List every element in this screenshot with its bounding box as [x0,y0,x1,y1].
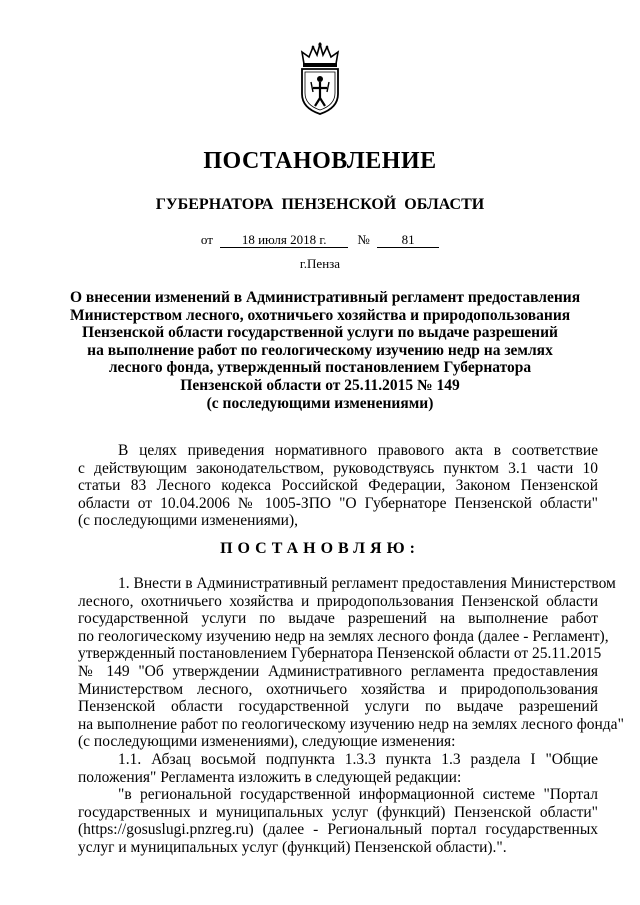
document-heading [70,289,581,412]
text-line: утвержденный постановлением Губернатора Пензенской области от 25.11.2015 [78,645,602,663]
document-title: ПОСТАНОВЛЕНИЕ [203,148,437,174]
date-number-line [0,232,640,248]
heading-line: (с последующими изменениями) [206,394,434,412]
text-line: (https://gosuslugi.pnzreg.ru) (далее - Региональный портал государственных [78,821,598,839]
heading-line: лесного фонда, утвержденный постановлением Губернатора [108,359,532,377]
text-line: государственной услуги по выдаче разрешений на выполнение работ [78,610,598,628]
heading-line: О внесении изменений в Административный регламент предоставления [70,289,581,306]
city: г.Пенза [299,256,341,271]
heading-line: Пензенской области от 25.11.2015 № 149 [180,376,460,394]
text-line: 1.1. Абзац восьмой подпункта 1.3.3 пункта 1.3 раздела I "Общие [118,750,598,768]
heading-line: Пензенской области государственной услуги по выдаче разрешений [82,324,558,342]
penza-coat-of-arms-icon [296,42,344,116]
text-line: на выполнение работ по геологическому изучению недр на землях лесного фонда" [78,715,624,733]
text-line: лесного, охотничьего хозяйства и природопользования Пензенской области [78,592,598,610]
decree-word: ПОСТАНОВЛЯЮ: [220,540,420,557]
section-1-paragraph [78,575,624,857]
text-line: области от 10.04.2006 № 1005-ЗПО "О Губернаторе Пензенской области" [78,494,598,512]
issuer-title: ГУБЕРНАТОРА ПЕНЗЕНСКОЙ ОБЛАСТИ [155,196,485,213]
text-line: положения" Регламента изложить в следующей редакции: [78,768,462,786]
text-line: (с последующими изменениями), [78,512,298,530]
text-line: Министерством лесного, охотничьего хозяйства и природопользования [78,680,598,698]
text-line: 1. Внести в Административный регламент предоставления Министерством [118,575,616,592]
text-line: государственных и муниципальных услуг (функций) Пензенской области" [78,803,598,821]
text-line: по геологическому изучению недр на землях лесного фонда (далее - Регламент), [78,627,609,645]
date-prefix: от [200,232,213,247]
text-line: услуг и муниципальных услуг (функций) Пензенской области).". [78,838,507,856]
text-line: статьи 83 Лесного кодекса Российской Федерации, Законом Пензенской [78,477,598,495]
text-line: "в региональной государственной информационной системе "Портал [118,786,598,804]
document-number: 81 [377,233,439,248]
heading-line: на выполнение работ по геологическому изучению недр на землях [87,341,553,359]
document-date: 18 июля 2018 г. [220,233,348,248]
text-line: Пензенской области государственной услуги по выдаче разрешений [78,698,598,716]
heading-line: Министерством лесного, охотничьего хозяйства и природопользования [70,306,571,324]
text-line: с действующим законодательством, руководствуясь пунктом 3.1 части 10 [78,459,598,477]
text-line: В целях приведения нормативного правового акта в соответствие [118,442,598,459]
preamble-paragraph [78,442,598,530]
text-line: (с последующими изменениями), следующие изменения: [78,733,456,751]
number-prefix: № [357,232,370,247]
text-line: № 149 "Об утверждении Административного регламента предоставления [78,662,598,680]
